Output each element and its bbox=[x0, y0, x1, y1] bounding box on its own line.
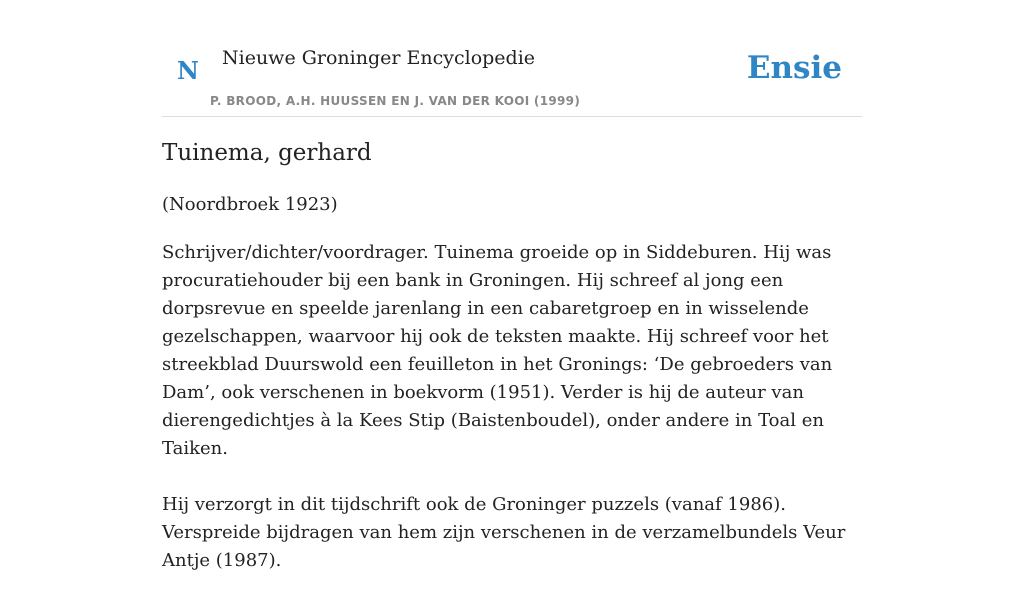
entry-subtitle: (Noordbroek 1923) bbox=[162, 194, 338, 215]
brand-logo[interactable]: Ensie bbox=[746, 50, 842, 86]
source-authors: P. BROOD, A.H. HUUSSEN EN J. VAN DER KOOI (1999) bbox=[210, 94, 581, 108]
entry-body bbox=[162, 239, 862, 603]
page-title: Tuinema, gerhard bbox=[162, 140, 372, 166]
source-title[interactable]: Nieuwe Groninger Encyclopedie bbox=[222, 47, 536, 69]
body-paragraph: Schrijver/dichter/voordrager. Tuinema groeide op in Siddeburen. Hij was procuratiehouder bij een bank in Groningen. Hij schreef al jong een dorpsrevue en speelde jarenlang in een cabaretgroep en in wisselende gezelschappen, waarvoor hij ook de teksten maakte. Hij schreef voor het streekblad Duurswold een feuilleton in het Gronings: ‘De gebroeders van Dam’, ook verschenen in boekvorm (1951). Verder is hij de auteur van dierengedichtjes à la Kees Stip (Baistenboudel), onder andere in Toal en Taiken. bbox=[162, 242, 833, 459]
body-paragraph: Hij verzorgt in dit tijdschrift ook de Groninger puzzels (vanaf 1986). Verspreide bijdragen van hem zijn verschenen in de verzamelbundels Veur Antje (1987). bbox=[162, 494, 846, 571]
source-header bbox=[162, 34, 862, 117]
index-letter[interactable]: N bbox=[177, 56, 199, 85]
